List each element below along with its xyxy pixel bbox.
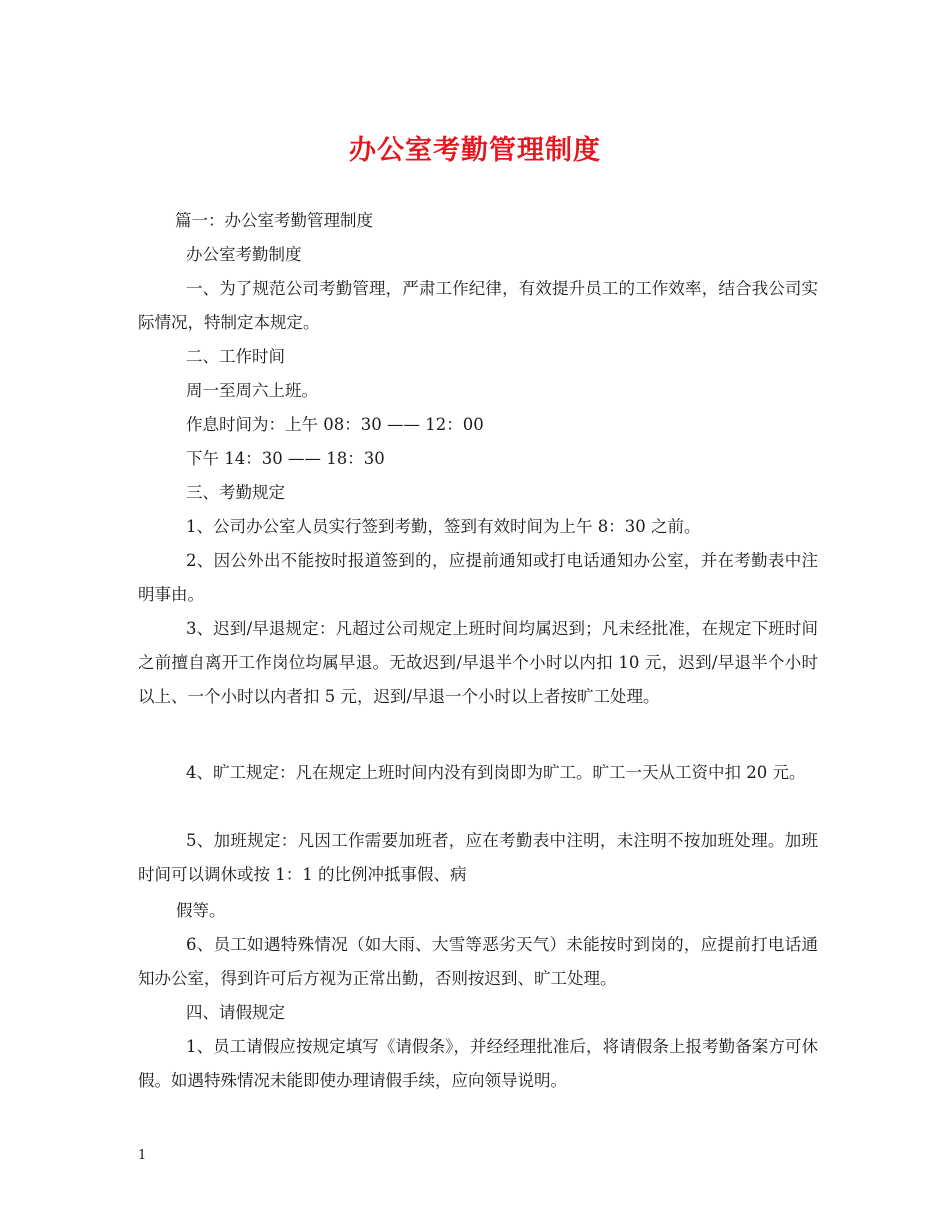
document-title: 办公室考勤管理制度 xyxy=(349,135,601,166)
rule-5-text: 5、加班规定：凡因工作需要加班者，应在考勤表中注明，未注明不按加班处理。加班时间可以调休或按 1：1 的比例冲抵事假、病 xyxy=(138,831,818,884)
schedule-afternoon: 下午 14：30 —— 18：30 xyxy=(186,449,385,468)
schedule-morning: 作息时间为：上午 08：30 —— 12：00 xyxy=(186,415,484,434)
rule-2-text: 2、因公外出不能按时报道签到的，应提前通知或打电话通知办公室，并在考勤表中注明事由。 xyxy=(138,551,818,604)
rule-4 xyxy=(138,756,818,790)
heading-work-time: 二、工作时间 xyxy=(186,347,285,366)
work-days-text: 周一至周六上班。 xyxy=(186,381,318,400)
rule-5-continued: 假等。 xyxy=(176,901,226,920)
rule-2 xyxy=(138,544,818,612)
rule-3-text: 3、迟到/早退规定：凡超过公司规定上班时间均属迟到；凡未经批准，在规定下班时间之前擅自离开工作岗位均属早退。无故迟到/早退半个小时以内扣 10 元，迟到/早退半个小时以上、一个小时以内者扣 5 元，迟到/早退一个小时以上者按旷工处理。 xyxy=(138,619,818,706)
rule-3 xyxy=(138,612,818,714)
paragraph-purpose xyxy=(138,272,818,340)
rule-4-text: 4、旷工规定：凡在规定上班时间内没有到岗即为旷工。旷工一天从工资中扣 20 元。 xyxy=(186,763,806,782)
page-number: 1 xyxy=(138,1148,147,1163)
section-heading: 篇一：办公室考勤管理制度 xyxy=(175,211,373,230)
document-subtitle: 办公室考勤制度 xyxy=(186,245,302,264)
heading-leave-rules: 四、请假规定 xyxy=(186,1003,285,1022)
paragraph-purpose-text: 一、为了规范公司考勤管理，严肃工作纪律，有效提升员工的工作效率，结合我公司实际情况，特制定本规定。 xyxy=(138,279,818,332)
leave-rule-1 xyxy=(138,1030,818,1098)
rule-5 xyxy=(138,824,818,892)
heading-attendance-rules: 三、考勤规定 xyxy=(186,483,285,502)
rule-6-text: 6、员工如遇特殊情况（如大雨、大雪等恶劣天气）未能按时到岗的，应提前打电话通知办公室，得到许可后方视为正常出勤，否则按迟到、旷工处理。 xyxy=(138,935,818,988)
rule-1: 1、公司办公室人员实行签到考勤，签到有效时间为上午 8：30 之前。 xyxy=(186,517,701,536)
leave-rule-1-text: 1、员工请假应按规定填写《请假条》，并经经理批准后，将请假条上报考勤备案方可休假。如遇特殊情况未能即使办理请假手续，应向领导说明。 xyxy=(138,1037,818,1090)
rule-6 xyxy=(138,928,818,996)
